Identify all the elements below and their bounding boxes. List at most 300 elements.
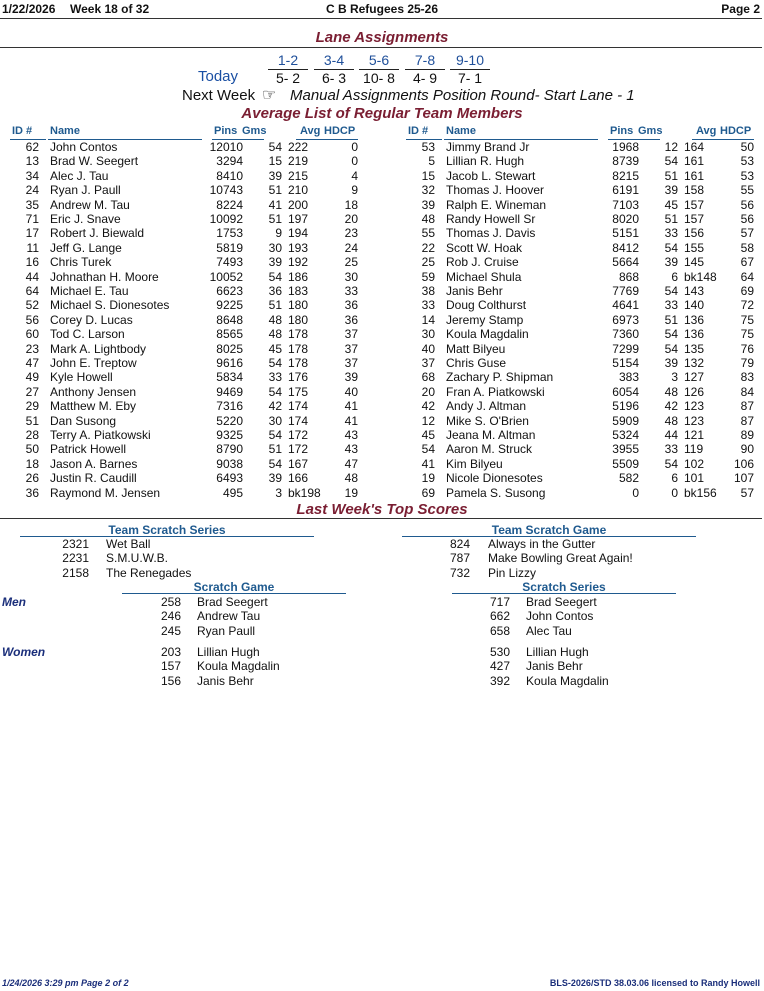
bowler-name: Jeremy Stamp	[446, 312, 524, 327]
bowler-pins: 8565	[216, 327, 243, 342]
table-row	[0, 154, 368, 168]
score-name: Pin Lizzy	[488, 565, 537, 580]
bowler-handicap: 37	[344, 356, 358, 370]
column-header-avg: Avg	[300, 125, 321, 137]
score-value: 245	[160, 623, 181, 638]
bowler-pins: 6493	[216, 471, 243, 486]
bowler-pins: 6054	[612, 384, 639, 399]
table-row	[396, 284, 764, 298]
bowler-id: 18	[25, 456, 39, 471]
bowler-name: Andy J. Altman	[446, 399, 527, 414]
bowler-id: 11	[26, 240, 39, 255]
bowler-pins: 7360	[612, 327, 639, 342]
bowler-average: 192	[288, 255, 309, 270]
bowler-name: Robert J. Biewald	[50, 226, 145, 241]
score-name: Janis Behr	[197, 673, 254, 688]
table-row	[396, 428, 764, 442]
bowler-pins: 0	[632, 485, 639, 500]
bowler-games: 54	[268, 356, 282, 370]
bowler-average: 172	[288, 428, 309, 442]
score-name: Koula Magdalin	[197, 659, 280, 674]
table-row	[396, 154, 764, 168]
lane-pair-label: 7-8	[414, 52, 436, 68]
bowler-name: Scott W. Hoak	[446, 240, 523, 255]
bowler-average: 158	[684, 183, 705, 198]
bowler-name: Randy Howell Sr	[446, 212, 536, 226]
bowler-name: Aaron M. Struck	[446, 442, 533, 457]
bowler-handicap: 56	[740, 197, 754, 212]
bowler-games: 51	[664, 212, 678, 226]
score-name: Lillian Hugh	[197, 645, 260, 659]
bowler-average: 222	[288, 140, 309, 154]
bowler-games: 9	[275, 226, 282, 241]
bowler-games: 39	[268, 255, 282, 270]
bowler-games: 48	[664, 384, 678, 399]
lane-assignments-title: Lane Assignments	[315, 29, 449, 46]
bowler-average: 178	[288, 327, 309, 342]
table-row	[0, 342, 368, 356]
bowler-name: John E. Treptow	[50, 356, 137, 370]
bowler-average: bk156	[684, 485, 717, 500]
table-row	[0, 140, 368, 154]
bowler-id: 69	[421, 485, 435, 500]
bowler-id: 13	[25, 154, 39, 169]
bowler-name: Raymond M. Jensen	[50, 485, 161, 500]
bowler-name: Michael E. Tau	[50, 284, 129, 298]
bowler-handicap: 39	[344, 370, 358, 385]
bowler-pins: 7316	[216, 399, 243, 414]
column-header-pins: Pins	[610, 125, 634, 137]
bowler-id: 55	[421, 226, 435, 241]
bowler-handicap: 72	[740, 298, 754, 313]
bowler-pins: 9616	[216, 356, 243, 370]
bowler-pins: 10092	[209, 212, 243, 226]
bowler-name: Kyle Howell	[50, 370, 113, 385]
bowler-id: 47	[25, 356, 39, 370]
lane-pair-1	[268, 52, 308, 86]
lanes-divider	[0, 47, 762, 48]
bowler-handicap: 43	[344, 428, 358, 442]
bowler-id: 36	[25, 485, 39, 500]
bowler-games: 45	[664, 197, 678, 212]
bowler-games: 12	[664, 140, 678, 154]
bowler-handicap: 37	[344, 327, 358, 342]
bowler-games: 33	[664, 298, 678, 313]
bowler-name: Jason A. Barnes	[50, 456, 138, 471]
bowler-average: 186	[288, 269, 309, 284]
lane-pair-label: 3-4	[323, 52, 345, 68]
bowler-games: 54	[268, 384, 282, 399]
bowler-average: 140	[684, 298, 705, 313]
bowler-name: Patrick Howell	[50, 442, 127, 457]
page-number: Page 2	[721, 2, 760, 16]
table-row	[0, 313, 368, 327]
table-row	[0, 399, 368, 413]
bowler-average: bk198	[288, 485, 321, 500]
bowler-name: Andrew M. Tau	[50, 197, 130, 212]
table-row	[396, 442, 764, 456]
bowler-games: 39	[268, 168, 282, 183]
bowler-name: Kim Bilyeu	[446, 456, 503, 471]
bowler-pins: 5324	[612, 428, 639, 442]
bowler-pins: 8025	[216, 341, 243, 356]
bowler-games: 51	[268, 183, 282, 198]
bowler-id: 32	[421, 183, 435, 198]
bowler-average: 180	[288, 298, 309, 313]
bowler-handicap: 4	[351, 168, 358, 183]
bowler-id: 15	[421, 168, 435, 183]
score-name: Ryan Paull	[197, 623, 256, 638]
bowler-average: 193	[288, 240, 309, 255]
scratch-game-underline	[122, 593, 346, 594]
bowler-name: Nicole Dionesotes	[446, 471, 543, 486]
bowler-average: 197	[288, 212, 309, 226]
bowler-handicap: 48	[344, 471, 358, 486]
bowler-id: 64	[25, 284, 39, 298]
bowler-pins: 8648	[216, 312, 243, 327]
bowler-id: 54	[421, 442, 435, 457]
scratch-game-title: Scratch Game	[193, 580, 275, 594]
score-value: 2321	[62, 537, 89, 551]
column-header-name: Name	[446, 125, 476, 137]
bowler-average: bk148	[684, 269, 717, 284]
score-name: Brad Seegert	[197, 595, 268, 609]
bowler-games: 30	[268, 413, 282, 428]
bowler-id: 60	[25, 327, 39, 342]
score-value: 258	[160, 595, 181, 609]
bowler-pins: 8412	[612, 240, 639, 255]
scratch-series-underline	[452, 593, 676, 594]
bowler-handicap: 23	[344, 226, 358, 241]
bowler-id: 14	[421, 312, 435, 327]
bowler-id: 38	[421, 284, 435, 298]
bowler-pins: 12010	[209, 140, 243, 154]
table-row	[0, 183, 368, 197]
score-value: 2158	[62, 565, 89, 580]
table-row	[0, 226, 368, 240]
bowler-pins: 5664	[612, 255, 639, 270]
table-row	[396, 140, 764, 154]
bowler-id: 25	[421, 255, 435, 270]
bowler-id: 48	[421, 212, 435, 226]
bowler-average: 161	[684, 168, 705, 183]
bowler-name: Justin R. Caudill	[50, 471, 137, 486]
bowler-handicap: 89	[740, 428, 754, 442]
bowler-handicap: 0	[351, 154, 358, 169]
bowler-average: 194	[288, 226, 309, 241]
lane-pair-teams: 4- 9	[412, 70, 438, 86]
bowler-games: 30	[268, 240, 282, 255]
bowler-handicap: 20	[344, 212, 358, 226]
bowler-average: 145	[684, 255, 705, 270]
bowler-id: 5	[428, 154, 435, 169]
bowler-handicap: 18	[344, 197, 358, 212]
bowler-name: Alec J. Tau	[50, 168, 109, 183]
lane-pair-teams: 10- 8	[363, 70, 395, 86]
bowler-games: 39	[664, 356, 678, 370]
bowler-name: Thomas J. Davis	[446, 226, 536, 241]
bowler-average: 123	[684, 413, 705, 428]
table-row	[0, 255, 368, 269]
bowler-name: Dan Susong	[50, 413, 117, 428]
score-value: 2231	[62, 551, 89, 566]
bowler-games: 54	[664, 341, 678, 356]
bowler-id: 49	[25, 370, 39, 385]
column-header-hdcp: HDCP	[324, 125, 356, 137]
bowler-handicap: 64	[740, 269, 754, 284]
bowler-name: Ryan J. Paull	[50, 183, 121, 198]
bowler-handicap: 87	[740, 399, 754, 414]
footer-print-info: 1/24/2026 3:29 pm Page 2 of 2	[2, 978, 129, 988]
bowler-pins: 8739	[612, 154, 639, 169]
table-row	[396, 486, 764, 500]
bowler-games: 6	[671, 471, 678, 486]
table-row	[396, 169, 764, 183]
score-name: Koula Magdalin	[526, 673, 609, 688]
table-row	[396, 370, 764, 384]
bowler-handicap: 75	[740, 327, 754, 342]
bowler-id: 68	[421, 370, 435, 385]
table-row	[396, 212, 764, 226]
pointing-hand-icon: ☞	[262, 87, 277, 104]
bowler-id: 41	[421, 456, 435, 471]
table-row	[0, 442, 368, 456]
bowler-id: 71	[25, 212, 39, 226]
lane-pair-2	[314, 52, 354, 86]
score-name: Make Bowling Great Again!	[488, 551, 633, 566]
table-row	[396, 226, 764, 240]
bowler-name: Michael S. Dionesotes	[50, 298, 170, 313]
bowler-pins: 10743	[209, 183, 243, 198]
bowler-name: Tod C. Larson	[50, 327, 125, 342]
bowler-name: Rob J. Cruise	[446, 255, 519, 270]
bowler-name: Chris Turek	[50, 255, 112, 270]
bowler-games: 33	[268, 370, 282, 385]
table-row	[0, 385, 368, 399]
bowler-pins: 5834	[216, 370, 243, 385]
bowler-id: 50	[25, 442, 39, 457]
table-row	[0, 241, 368, 255]
bowler-name: Ralph E. Wineman	[446, 197, 547, 212]
bowler-average: 121	[684, 428, 705, 442]
bowler-handicap: 83	[740, 370, 754, 385]
bowler-average: 200	[288, 197, 309, 212]
column-header-id: ID #	[12, 125, 33, 137]
bowler-id: 19	[421, 471, 435, 486]
bowler-games: 51	[268, 212, 282, 226]
bowler-average: 127	[684, 370, 705, 385]
lane-pair-teams: 7- 1	[457, 70, 483, 86]
bowler-handicap: 25	[344, 255, 358, 270]
bowler-pins: 383	[618, 370, 639, 385]
bowler-pins: 10052	[209, 269, 243, 284]
bowler-handicap: 36	[344, 298, 358, 313]
bowler-average: 136	[684, 327, 705, 342]
bowler-pins: 7299	[612, 341, 639, 356]
bowler-name: Thomas J. Hoover	[446, 183, 545, 198]
bowler-pins: 8020	[612, 212, 639, 226]
bowler-games: 51	[664, 312, 678, 327]
bowler-name: Koula Magdalin	[446, 327, 529, 342]
bowler-pins: 9325	[216, 428, 243, 442]
score-value: 658	[489, 623, 510, 638]
table-row	[396, 270, 764, 284]
score-value: 157	[160, 659, 181, 674]
bowler-average: 210	[288, 183, 309, 198]
team-scratch-series-title: Team Scratch Series	[108, 523, 226, 537]
bowler-handicap: 36	[344, 312, 358, 327]
bowler-games: 54	[664, 154, 678, 169]
score-value: 156	[160, 673, 181, 688]
bowler-average: 174	[288, 399, 309, 414]
bowler-name: Janis Behr	[446, 284, 503, 298]
bowler-average: 155	[684, 240, 705, 255]
score-name: Lillian Hugh	[526, 645, 589, 659]
bowler-name: Chris Guse	[446, 356, 507, 370]
score-value: 662	[489, 609, 510, 624]
table-row	[0, 457, 368, 471]
bowler-handicap: 90	[740, 442, 754, 457]
bowler-handicap: 75	[740, 312, 754, 327]
bowler-pins: 8410	[216, 168, 243, 183]
bowler-handicap: 57	[740, 485, 754, 500]
score-name: Janis Behr	[526, 659, 583, 674]
bowler-average: 135	[684, 341, 705, 356]
bowler-games: 48	[664, 413, 678, 428]
score-value: 246	[160, 609, 181, 624]
lane-pair-teams: 6- 3	[321, 70, 347, 86]
bowler-pins: 4641	[612, 298, 639, 313]
table-row	[0, 298, 368, 312]
bowler-id: 37	[421, 356, 435, 370]
bowler-id: 56	[25, 312, 39, 327]
men-label: Men	[2, 595, 26, 609]
bowler-handicap: 107	[733, 471, 754, 486]
bowler-handicap: 76	[740, 341, 754, 356]
bowler-name: Jimmy Brand Jr	[446, 140, 530, 154]
score-name: Brad Seegert	[526, 595, 597, 609]
bowler-id: 45	[421, 428, 435, 442]
bowler-pins: 8215	[612, 168, 639, 183]
bowler-id: 59	[421, 269, 435, 284]
table-row	[0, 327, 368, 341]
bowler-name: Eric J. Snave	[50, 212, 121, 226]
bowler-name: Jeff G. Lange	[50, 240, 122, 255]
bowler-average: 167	[288, 456, 309, 471]
bowler-handicap: 0	[351, 140, 358, 154]
table-row	[0, 486, 368, 500]
bowler-handicap: 55	[740, 183, 754, 198]
score-value: 530	[489, 645, 510, 659]
bowler-id: 35	[25, 197, 39, 212]
bowler-id: 17	[25, 226, 39, 241]
bowler-handicap: 50	[740, 140, 754, 154]
bowler-average: 176	[288, 370, 309, 385]
table-row	[0, 169, 368, 183]
table-row	[396, 313, 764, 327]
bowler-pins: 5220	[216, 413, 243, 428]
bowler-games: 6	[671, 269, 678, 284]
score-value: 203	[160, 645, 181, 659]
bowler-average: 132	[684, 356, 705, 370]
bowler-name: Brad W. Seegert	[50, 154, 139, 169]
week-label: Week 18 of 32	[70, 2, 150, 16]
table-row	[0, 414, 368, 428]
bowler-games: 42	[664, 399, 678, 414]
table-row	[396, 356, 764, 370]
score-name: Wet Ball	[106, 537, 151, 551]
bowler-games: 41	[268, 197, 282, 212]
bowler-games: 45	[268, 341, 282, 356]
bowler-pins: 5509	[612, 456, 639, 471]
bowler-id: 51	[25, 413, 39, 428]
bowler-id: 53	[421, 140, 435, 154]
bowler-handicap: 67	[740, 255, 754, 270]
bowler-handicap: 87	[740, 413, 754, 428]
bowler-name: Johnathan H. Moore	[50, 269, 159, 284]
bowler-average: 119	[684, 442, 704, 457]
bowler-id: 44	[25, 269, 39, 284]
bowler-games: 51	[664, 168, 678, 183]
bowler-games: 15	[268, 154, 282, 169]
bowler-name: Zachary P. Shipman	[446, 370, 554, 385]
table-row	[396, 241, 764, 255]
bowler-pins: 5154	[612, 356, 639, 370]
score-name: Alec Tau	[526, 623, 572, 638]
header-divider	[0, 18, 762, 19]
table-row	[396, 399, 764, 413]
bowler-average: 172	[288, 442, 309, 457]
score-value: 392	[489, 673, 510, 688]
scratch-series-title: Scratch Series	[522, 580, 606, 594]
bowler-name: Michael Shula	[446, 269, 522, 284]
bowler-pins: 7103	[612, 197, 639, 212]
league-name: C B Refugees 25-26	[325, 2, 439, 16]
bowler-games: 54	[664, 284, 678, 298]
bowler-games: 39	[664, 255, 678, 270]
bowler-average: 143	[684, 284, 705, 298]
table-row	[0, 428, 368, 442]
bowler-games: 54	[268, 269, 282, 284]
column-header-pins: Pins	[214, 125, 238, 137]
table-row	[396, 255, 764, 269]
bowler-id: 39	[421, 197, 435, 212]
bowler-pins: 1968	[612, 140, 639, 154]
top-scores-title: Last Week's Top Scores	[296, 501, 468, 518]
average-list-title: Average List of Regular Team Members	[241, 105, 523, 122]
bowler-pins: 5151	[612, 226, 639, 241]
bowler-name: Matthew M. Eby	[50, 399, 137, 414]
lane-pair-label: 1-2	[277, 52, 299, 68]
today-label: Today	[198, 68, 239, 85]
bowler-pins: 6973	[612, 312, 639, 327]
bowler-games: 54	[268, 428, 282, 442]
bowler-name: John Contos	[50, 140, 118, 154]
bowler-handicap: 37	[344, 341, 358, 356]
bowler-games: 39	[268, 471, 282, 486]
bowler-average: 136	[684, 312, 705, 327]
score-name: John Contos	[526, 609, 594, 624]
bowler-handicap: 69	[740, 284, 754, 298]
column-header-hdcp: HDCP	[720, 125, 752, 137]
lane-pair-label: 9-10	[455, 52, 485, 68]
bowler-handicap: 24	[344, 240, 358, 255]
bowler-name: Lillian R. Hugh	[446, 154, 525, 169]
bowler-average: 166	[288, 471, 309, 486]
bowler-pins: 7769	[612, 284, 639, 298]
bowler-pins: 868	[618, 269, 639, 284]
bowler-games: 51	[268, 298, 282, 313]
